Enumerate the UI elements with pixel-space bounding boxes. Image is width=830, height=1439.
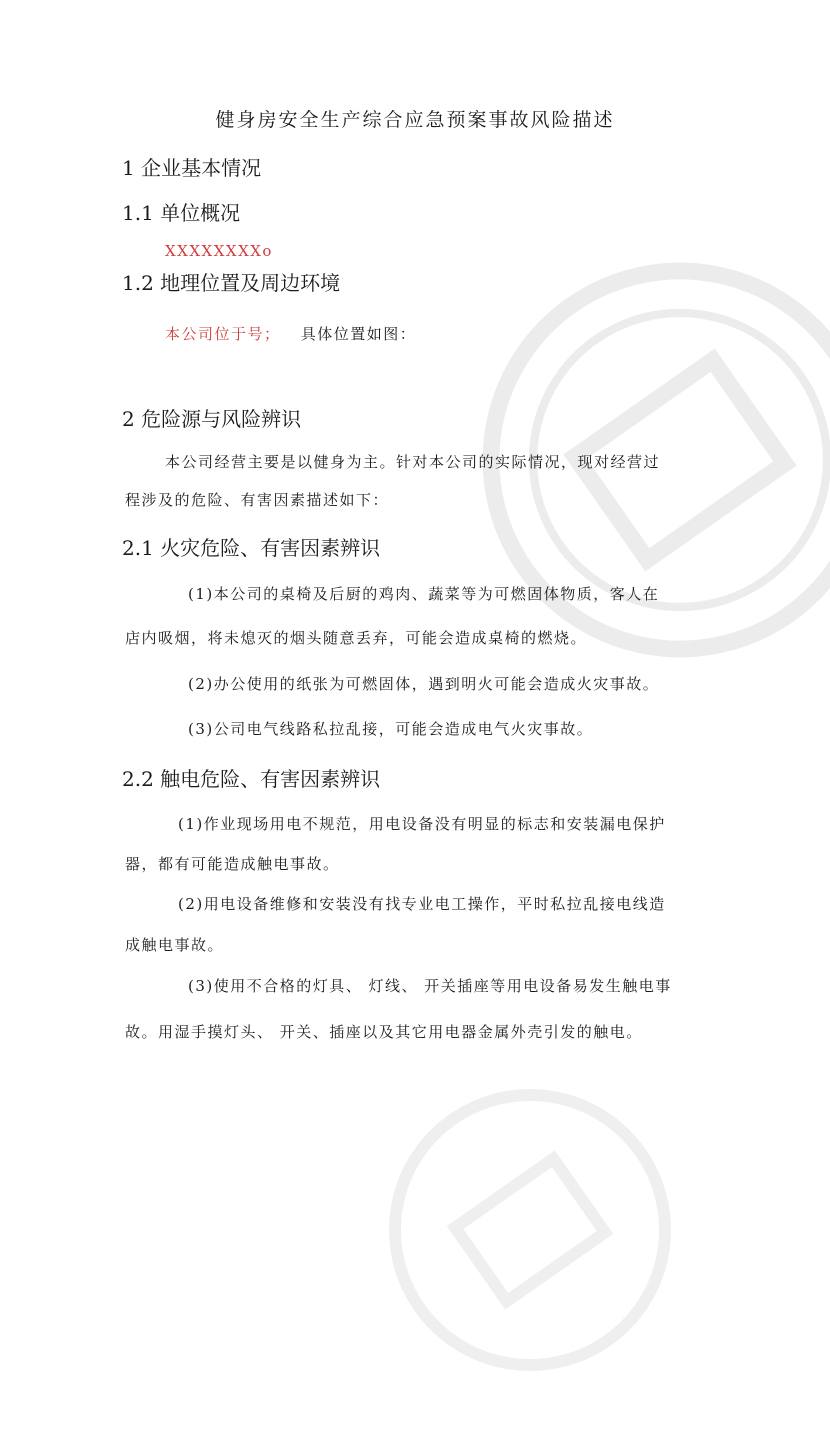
company-overview-text: XXXXXXXXo: [165, 242, 273, 260]
shock-item-2-line-2: 成触电事故。: [125, 936, 225, 954]
intro-line-2: 程涉及的危险、有害因素描述如下：: [125, 491, 390, 509]
shock-item-1-line-1: (1)作业现场用电不规范，用电设备没有明显的标志和安装漏电保护: [178, 815, 666, 833]
shock-item-3-line-1: (3)使用不合格的灯具、 灯线、 开关插座等用电设备易发生触电事: [188, 977, 672, 995]
fire-item-2: (2)办公使用的纸张为可燃固体，遇到明火可能会造成火灾事故。: [188, 675, 660, 693]
shock-item-3-line-2: 故。用湿手摸灯头、 开关、插座以及其它用电器金属外壳引发的触电。: [125, 1023, 643, 1041]
fire-item-1-line-1: (1)本公司的桌椅及后厨的鸡肉、蔬菜等为可燃固体物质，客人在: [188, 585, 660, 603]
page-title: 健身房安全生产综合应急预案事故风险描述: [215, 109, 615, 131]
location-text: 具体位置如图：: [300, 325, 417, 343]
shock-item-1-line-2: 器，都有可能造成触电事故。: [125, 855, 340, 873]
section-2-2-heading: 2.2 触电危险、有害因素辨识: [122, 767, 381, 791]
fire-item-3: (3)公司电气线路私拉乱接，可能会造成电气火灾事故。: [188, 720, 594, 738]
watermark-icon: [321, 1021, 739, 1439]
fire-item-1-line-2: 店内吸烟，将未熄灭的烟头随意丢弃，可能会造成桌椅的燃烧。: [125, 629, 588, 647]
section-1-1-heading: 1.1 单位概况: [122, 201, 241, 225]
section-1-heading: 1 企业基本情况: [122, 156, 262, 180]
section-2-1-heading: 2.1 火灾危险、有害因素辨识: [122, 536, 381, 560]
location-paragraph: [165, 315, 416, 353]
section-2-heading: 2 危险源与风险辨识: [122, 407, 302, 431]
section-1-2-heading: 1.2 地理位置及周边环境: [122, 271, 341, 295]
intro-line-1: 本公司经营主要是以健身为主。针对本公司的实际情况，现对经营过: [165, 453, 661, 471]
shock-item-2-line-1: (2)用电设备维修和安装没有找专业电工操作，平时私拉乱接电线造: [178, 895, 666, 913]
location-address: 本公司位于号；: [165, 325, 281, 343]
